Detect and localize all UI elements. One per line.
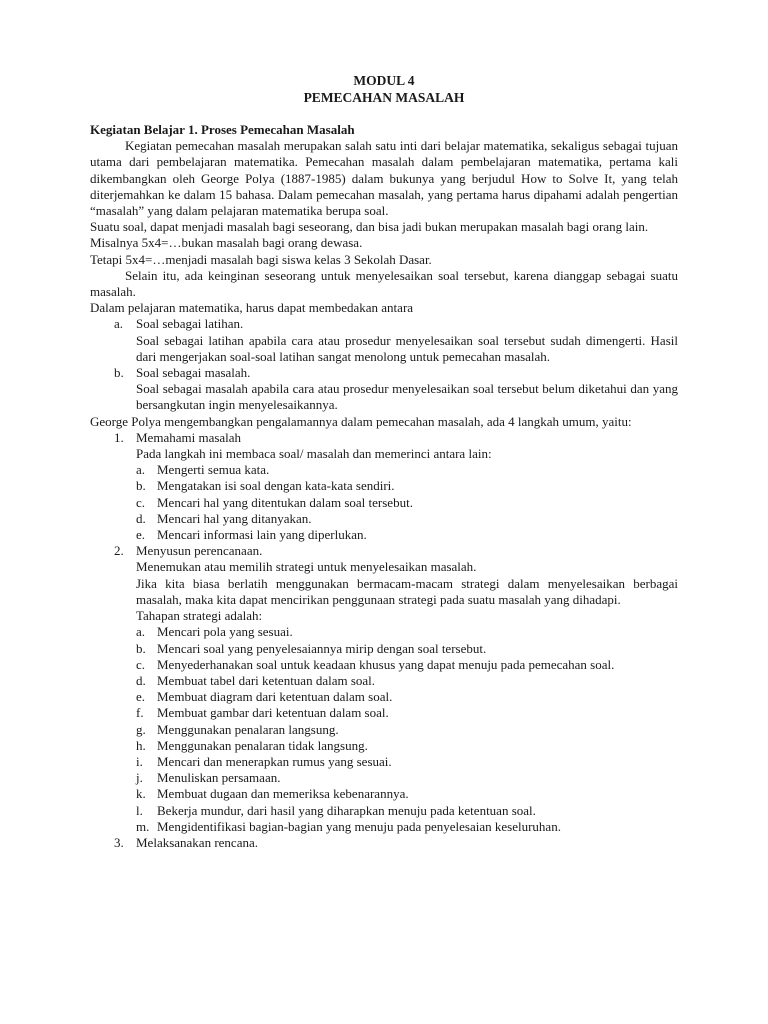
list-item <box>90 316 678 332</box>
step-item <box>90 430 678 446</box>
paragraph-example-adult: Misalnya 5x4=…bukan masalah bagi orang dewasa. <box>90 235 363 251</box>
list-item-text: Mengerti semua kata. <box>157 462 270 478</box>
step-item <box>90 543 678 559</box>
list-item <box>90 754 678 770</box>
step-line: Menemukan atau memilih strategi untuk menyelesaikan masalah. <box>136 559 477 575</box>
list-item-label: Soal sebagai latihan. <box>136 316 244 332</box>
list-item <box>90 624 678 640</box>
list-item-text: Membuat dugaan dan memeriksa kebenarannya. <box>157 786 409 802</box>
list-item-text: Menyederhanakan soal untuk keadaan khusus yang dapat menuju pada pemecahan soal. <box>157 656 615 672</box>
list-marker: h. <box>136 737 146 753</box>
paragraph-example-student: Tetapi 5x4=…menjadi masalah bagi siswa kelas 3 Sekolah Dasar. <box>90 251 432 267</box>
step-intro: Pada langkah ini membaca soal/ masalah dan memerinci antara lain: <box>136 446 492 462</box>
polya-steps-list <box>90 430 678 851</box>
list-item <box>90 673 678 689</box>
list-item-description: Soal sebagai latihan apabila cara atau prosedur menyelesaikan soal tersebut sudah dimengerti. Hasil dari mengerjakan soal-soal latihan sangat menolong untuk pemecahan masalah. <box>136 332 678 364</box>
list-item-text: Membuat tabel dari ketentuan dalam soal. <box>157 672 376 688</box>
step2-sublist <box>90 624 678 835</box>
module-title: MODUL 4 <box>353 73 415 88</box>
list-item <box>90 365 678 381</box>
list-item-text: Membuat gambar dari ketentuan dalam soal. <box>157 705 389 721</box>
list-marker: a. <box>114 316 124 332</box>
list-item <box>90 819 678 835</box>
list-marker: b. <box>136 640 146 656</box>
list-marker: b. <box>114 365 124 381</box>
list-marker: k. <box>136 786 146 802</box>
list-marker: e. <box>136 527 146 543</box>
list-item <box>90 527 678 543</box>
step-line: Jika kita biasa berlatih menggunakan bermacam-macam strategi dalam menyelesaikan berbagai masalah, maka kita dapat mencirikan penggunaan strategi pada suatu masalah yang dihadapi. <box>136 575 678 607</box>
list-item-text: Menggunakan penalaran langsung. <box>157 721 339 737</box>
list-item <box>90 803 678 819</box>
list-item-text: Membuat diagram dari ketentuan dalam soal. <box>157 689 393 705</box>
list-item <box>90 786 678 802</box>
list-item-text: Menggunakan penalaran tidak langsung. <box>157 737 368 753</box>
list-marker: d. <box>136 672 146 688</box>
distinction-list <box>90 316 678 413</box>
list-item-text: Mengatakan isi soal dengan kata-kata sendiri. <box>157 478 395 494</box>
paragraph-intro: Kegiatan pemecahan masalah merupakan salah satu inti dari belajar matematika, sekaligus sebagai tujuan utama dari pembelajaran matematika. Pemecahan masalah dalam pembelajaran matematika, pertama kali dikembangkan oleh George Polya (1887-1985) dalam bukunya yang berjudul How to Solve It, yang telah diterjemahkan ke dalam 15 bahasa. Dalam pemecahan masalah, yang pertama harus dipahami adalah pengertian “masalah” yang dalam pelajaran matematika berupa soal. <box>90 138 678 219</box>
list-item-text: Bekerja mundur, dari hasil yang diharapkan menuju pada ketentuan soal. <box>157 802 536 818</box>
list-item-description: Soal sebagai masalah apabila cara atau prosedur menyelesaikan soal tersebut belum diketahui dan yang bersangkutan ingin menyelesaikannya. <box>136 381 678 413</box>
list-item <box>90 657 678 673</box>
list-marker: c. <box>136 656 146 672</box>
list-item <box>90 770 678 786</box>
list-item-text: Mencari hal yang ditentukan dalam soal tersebut. <box>157 494 413 510</box>
list-item-text: Mencari hal yang ditanyakan. <box>157 510 312 526</box>
paragraph-polya-intro: George Polya mengembangkan pengalamannya dalam pemecahan masalah, ada 4 langkah umum, yaitu: <box>90 413 632 429</box>
step-number: 1. <box>114 429 124 445</box>
list-item <box>90 738 678 754</box>
list-marker: c. <box>136 494 146 510</box>
step-label: Memahami masalah <box>136 429 242 445</box>
list-item <box>90 641 678 657</box>
list-marker: b. <box>136 478 146 494</box>
list-item-text: Menuliskan persamaan. <box>157 770 281 786</box>
step1-sublist <box>90 462 678 543</box>
module-subtitle: PEMECAHAN MASALAH <box>303 90 465 105</box>
list-item-text: Mencari pola yang sesuai. <box>157 624 293 640</box>
step-item <box>90 835 678 851</box>
paragraph-membedakan: Dalam pelajaran matematika, harus dapat membedakan antara <box>90 300 414 316</box>
step-number: 2. <box>114 543 124 559</box>
list-item <box>90 689 678 705</box>
list-item <box>90 511 678 527</box>
list-item <box>90 705 678 721</box>
paragraph-soal-masalah: Suatu soal, dapat menjadi masalah bagi seseorang, dan bisa jadi bukan merupakan masalah bagi orang lain. <box>90 219 649 235</box>
list-marker: e. <box>136 689 146 705</box>
step-label: Melaksanakan rencana. <box>136 834 258 850</box>
step-line: Tahapan strategi adalah: <box>136 608 263 624</box>
list-item <box>90 495 678 511</box>
list-marker: i. <box>136 753 143 769</box>
list-marker: l. <box>136 802 143 818</box>
list-item <box>90 478 678 494</box>
list-item <box>90 462 678 478</box>
list-marker: a. <box>136 462 146 478</box>
paragraph-keinginan: Selain itu, ada keinginan seseorang untuk menyelesaikan soal tersebut, karena dianggap sebagai suatu masalah. <box>90 267 678 300</box>
list-item-label: Soal sebagai masalah. <box>136 365 251 381</box>
list-marker: d. <box>136 510 146 526</box>
list-marker: g. <box>136 721 146 737</box>
list-item-text: Mengidentifikasi bagian-bagian yang menuju pada penyelesaian keseluruhan. <box>157 818 561 834</box>
step-label: Menyusun perencanaan. <box>136 543 263 559</box>
section-heading: Kegiatan Belajar 1. Proses Pemecahan Masalah <box>90 122 355 137</box>
list-marker: f. <box>136 705 144 721</box>
list-item-text: Mencari soal yang penyelesaiannya mirip dengan soal tersebut. <box>157 640 487 656</box>
list-marker: j. <box>136 770 143 786</box>
list-item <box>90 722 678 738</box>
list-item-text: Mencari informasi lain yang diperlukan. <box>157 527 367 543</box>
list-item-text: Mencari dan menerapkan rumus yang sesuai. <box>157 753 392 769</box>
step-number: 3. <box>114 834 124 850</box>
list-marker: m. <box>136 818 150 834</box>
list-marker: a. <box>136 624 146 640</box>
